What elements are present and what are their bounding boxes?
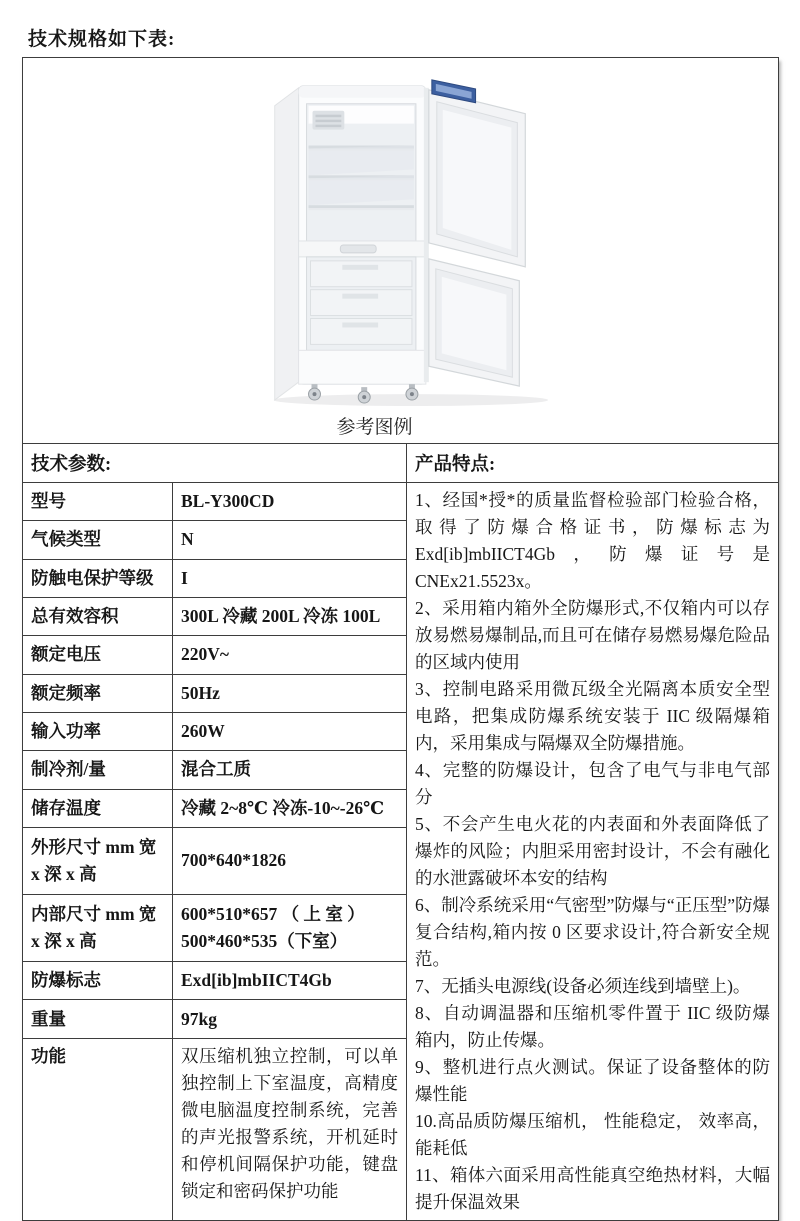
params-header: 技术参数:	[23, 444, 407, 483]
row-value: 300L 冷藏 200L 冷冻 100L	[173, 597, 407, 635]
row-value: 混合工质	[173, 751, 407, 789]
upper-door	[428, 90, 524, 267]
row-value: 50Hz	[173, 674, 407, 712]
drawer-handle	[340, 245, 376, 253]
row-label: 外形尺寸 mm 宽 x 深 x 高	[23, 827, 173, 894]
row-label: 防触电保护等级	[23, 559, 173, 597]
feature-item: 7、无插头电源线(设备必须连线到墙壁上)。	[415, 976, 751, 996]
row-label: 储存温度	[23, 789, 173, 827]
row-label: 功能	[23, 1038, 173, 1220]
row-label: 制冷剂/量	[23, 751, 173, 789]
row-label: 额定电压	[23, 636, 173, 674]
freezer-drawers	[310, 261, 411, 345]
image-caption: 参考图例	[336, 417, 413, 438]
cabinet-side	[274, 88, 298, 400]
row-label: 防爆标志	[23, 962, 173, 1000]
row-label: 内部尺寸 mm 宽 x 深 x 高	[23, 895, 173, 962]
row-label: 额定频率	[23, 674, 173, 712]
feature-item: 9、整机进行点火测试。保证了设备整体的防爆性能	[415, 1057, 771, 1104]
feature-item: 11、箱体六面采用高性能真空绝热材料，大幅提升保温效果	[415, 1165, 771, 1212]
row-label: 输入功率	[23, 712, 173, 750]
row-value: N	[173, 521, 407, 559]
features-cell	[407, 483, 779, 1221]
feature-item: 2、采用箱内箱外全防爆形式,不仅箱内可以存放易燃易爆制品,而且可在储存易燃易爆危险品的区域内使用	[415, 598, 771, 672]
feature-item: 5、不会产生电火花的内表面和外表面降低了爆炸的风险；内胆采用密封设计，不会有融化的水泄露破坏本安的结构	[415, 814, 771, 888]
product-image-cell	[23, 58, 779, 444]
feature-item: 8、自动调温器和压缩机零件置于 IIC 级防爆箱内，防止传爆。	[415, 1003, 771, 1050]
table-row	[23, 483, 779, 521]
features-header: 产品特点:	[407, 444, 779, 483]
page-title: 技术规格如下表:	[28, 29, 176, 50]
feature-item: 1、经国*授*的质量监督检验部门检验合格，取得了防爆合格证书，防爆标志为 Exd[ib]mbIICT4Gb，防爆证号是 CNEx21.5523x。	[415, 490, 771, 591]
row-label: 型号	[23, 483, 173, 521]
row-label: 总有效容积	[23, 597, 173, 635]
row-value: I	[173, 559, 407, 597]
row-value: 冷藏 2~8℃ 冷冻-10~-26℃	[173, 789, 407, 827]
row-value: 97kg	[173, 1000, 407, 1038]
spec-table	[22, 57, 779, 1221]
feature-item: 6、制冷系统采用“气密型”防爆与“正压型”防爆复合结构,箱内按 0 区要求设计,符合新安全规范。	[415, 895, 771, 969]
row-value: 220V~	[173, 636, 407, 674]
feature-item: 4、完整的防爆设计，包含了电气与非电气部分	[415, 760, 771, 807]
row-value: Exd[ib]mbIICT4Gb	[173, 962, 407, 1000]
row-value: 260W	[173, 712, 407, 750]
feature-item: 10.高品质防爆压缩机， 性能稳定， 效率高， 能耗低	[415, 1111, 771, 1158]
row-value: 双压缩机独立控制，可以单独控制上下室温度，高精度微电脑温度控制系统，完善的声光报警系统，开机延时和停机间隔保护功能，键盘锁定和密码保护功能	[173, 1038, 407, 1220]
feature-item: 3、控制电路采用微瓦级全光隔离本质安全型电路，把集成防爆系统安装于 IIC 级隔爆箱内，采用集成与隔爆双全防爆措施。	[415, 679, 771, 753]
section-header-row	[23, 444, 779, 483]
image-row	[23, 58, 779, 444]
refrigerator-illustration	[236, 62, 566, 410]
lower-door	[428, 259, 518, 386]
row-label: 重量	[23, 1000, 173, 1038]
plinth	[298, 350, 425, 384]
hinge-strip	[423, 88, 428, 382]
row-value: 700*640*1826	[173, 827, 407, 894]
row-label: 气候类型	[23, 521, 173, 559]
row-value: 600*510*657 （ 上 室 ）500*460*535（下室）	[173, 895, 407, 962]
row-value: BL-Y300CD	[173, 483, 407, 521]
